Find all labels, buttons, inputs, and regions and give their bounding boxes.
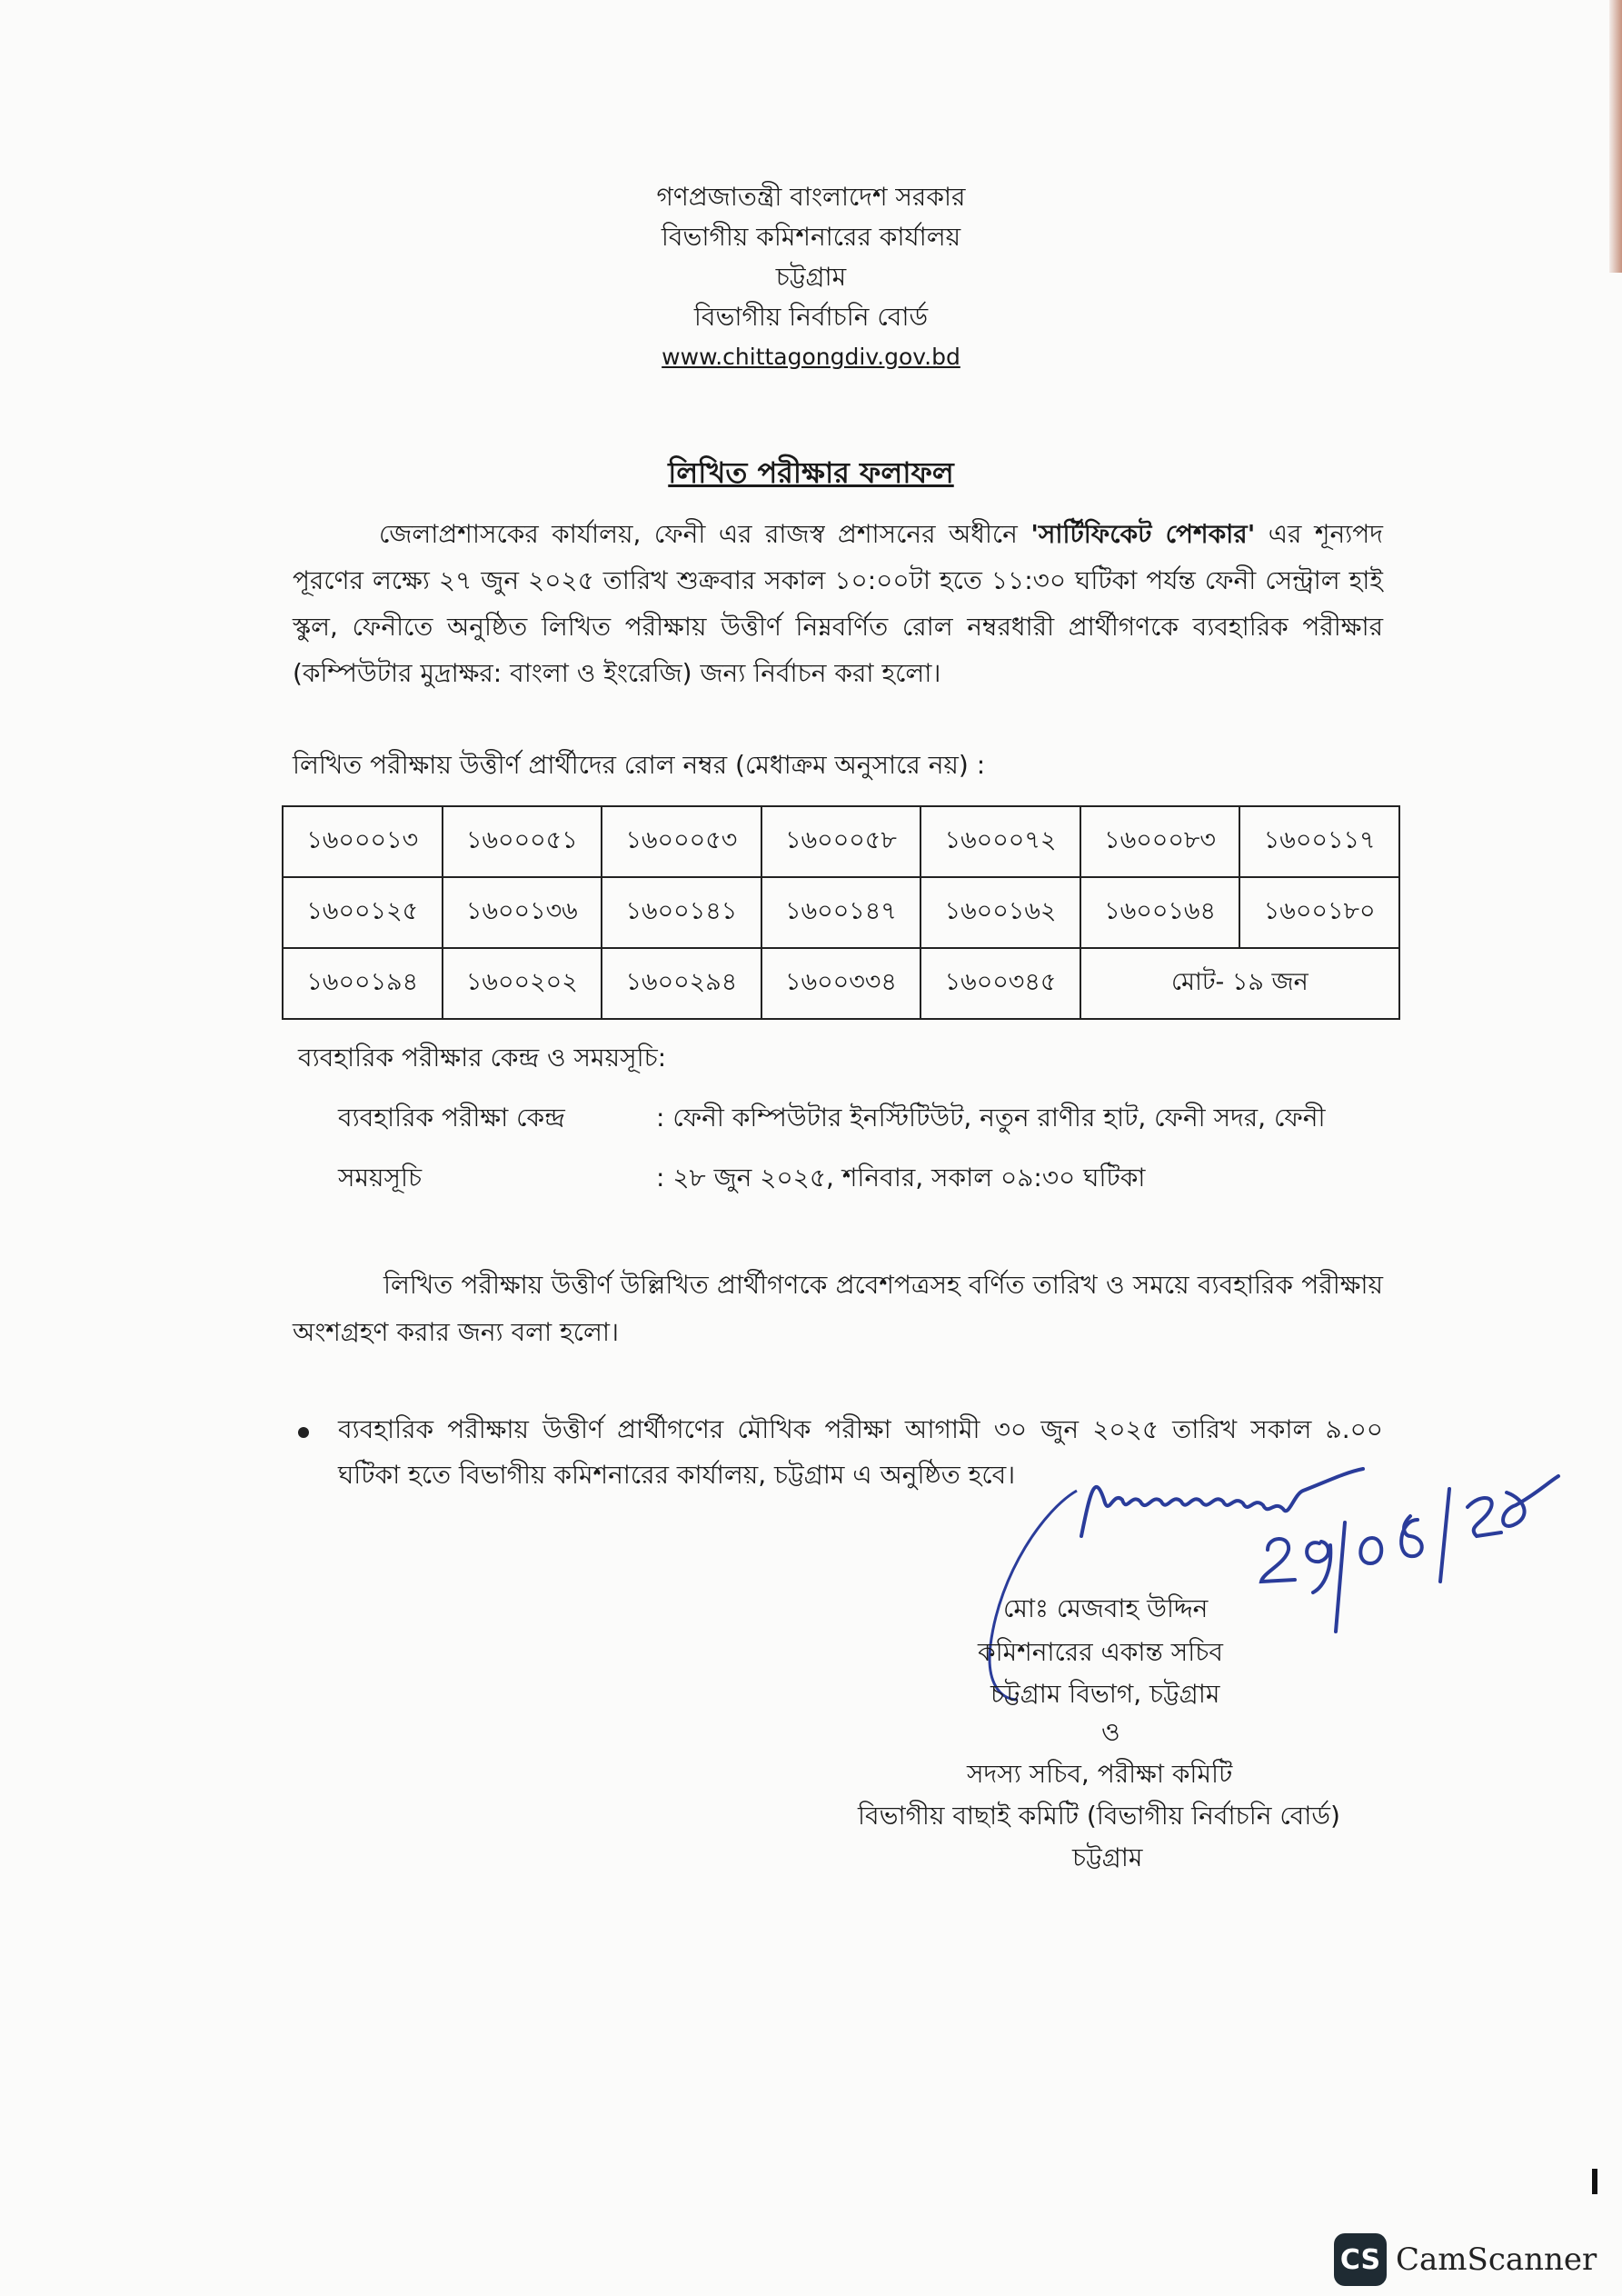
- roll-cell: ১৬০০৩৩৪: [761, 948, 921, 1019]
- schedule-center-row: [338, 1098, 1326, 1141]
- camscanner-logo-icon: CS: [1334, 2233, 1387, 2286]
- bullet-icon: [298, 1427, 309, 1438]
- signatory-designation: কমিশনারের একান্ত সচিব: [978, 1637, 1223, 1667]
- roll-cell: ১৬০০০৮৩: [1080, 806, 1240, 877]
- roll-cell: ১৬০০১৬২: [920, 877, 1080, 948]
- roll-cell: ১৬০০০৫১: [443, 806, 602, 877]
- roll-cell: ১৬০০১৪৭: [761, 877, 921, 948]
- roll-cell: ১৬০০২০২: [443, 948, 602, 1019]
- table-row: [283, 806, 1399, 877]
- center-value: : ফেনী কম্পিউটার ইনস্টিটিউট, নতুন রাণীর হাট, ফেনী সদর, ফেনী: [656, 1103, 1326, 1133]
- instruction-paragraph: লিখিত পরীক্ষায় উত্তীর্ণ উল্লিখিত প্রার্থীগণকে প্রবেশপত্রসহ বর্ণিত তারিখ ও সময়ে ব্যবহারিক পরীক্ষায় অংশগ্রহণ করার জন্য বলা হলো।: [293, 1270, 1383, 1347]
- roll-caption: লিখিত পরীক্ষায় উত্তীর্ণ প্রার্থীদের রোল নম্বর (মেধাক্রম অনুসারে নয়) :: [293, 750, 986, 780]
- roll-cell: ১৬০০০৫৮: [761, 806, 921, 877]
- roll-cell: ১৬০০০১৩: [283, 806, 443, 877]
- signatory-division: চট্টগ্রাম বিভাগ, চট্টগ্রাম: [990, 1679, 1220, 1709]
- board-name: বিভাগীয় নির্বাচনি বোর্ড: [693, 302, 929, 332]
- total-count-cell: মোট- ১৯ জন: [1080, 948, 1399, 1019]
- viva-notice: ব্যবহারিক পরীক্ষায় উত্তীর্ণ প্রার্থীগণের মৌখিক পরীক্ষা আগামী ৩০ জুন ২০২৫ তারিখ সকাল ৯.০০ ঘটিকা হতে বিভাগীয় কমিশনারের কার্যালয়, চট্টগ্রাম এ অনুষ্ঠিত হবে।: [338, 1414, 1383, 1490]
- roll-cell: ১৬০০১২৫: [283, 877, 443, 948]
- govt-name: গণপ্রজাতন্ত্রী বাংলাদেশ সরকার: [656, 182, 966, 212]
- signatory-committee: বিভাগীয় বাছাই কমিটি (বিভাগীয় নির্বাচনি বোর্ড): [858, 1801, 1340, 1831]
- time-label: সময়সূচি: [338, 1163, 423, 1193]
- roll-number-table: [282, 805, 1400, 1020]
- roll-cell: ১৬০০১৩৬: [443, 877, 602, 948]
- schedule-time-row: [338, 1158, 1146, 1201]
- intro-paragraph: [293, 511, 1383, 696]
- roll-cell: ১৬০০১৪১: [602, 877, 761, 948]
- roll-cell: ১৬০০২৯৪: [602, 948, 761, 1019]
- schedule-caption: ব্যবহারিক পরীক্ষার কেন্দ্র ও সময়সূচি:: [298, 1043, 667, 1073]
- table-row: [283, 877, 1399, 948]
- website-link[interactable]: www.chittagongdiv.gov.bd: [662, 344, 960, 370]
- intro-text-2: এর শূন্যপদ পূরণের লক্ষ্যে ২৭ জুন ২০২৫ তারিখ শুক্রবার সকাল ১০:০০টা হতে ১১:৩০ ঘটিকা পর্যন্ত ফেনী সেন্ট্রাল হাই স্কুল, ফেনীতে অনুষ্ঠিত লিখিত পরীক্ষায় উত্তীর্ণ নিম্নবর্ণিত রোল নম্বরধারী প্রার্থীগণকে ব্যবহারিক পরীক্ষার (কম্পিউটার মুদ্রাক্ষর: বাংলা ও ইংরেজি) জন্য নির্বাচন করা হলো।: [293, 519, 1384, 688]
- center-label: ব্যবহারিক পরীক্ষা কেন্দ্র: [338, 1103, 565, 1133]
- city-name: চট্টগ্রাম: [775, 262, 847, 292]
- roll-cell: ১৬০০০৭২: [920, 806, 1080, 877]
- camscanner-watermark: [1334, 2231, 1597, 2289]
- time-value: : ২৮ জুন ২০২৫, শনিবার, সকাল ০৯:৩০ ঘটিকা: [656, 1163, 1146, 1193]
- intro-text-1: জেলাপ্রশাসকের কার্যালয়, ফেনী এর রাজস্ব প্রশাসনের অধীনে: [379, 519, 1031, 549]
- roll-cell: ১৬০০১৬৪: [1080, 877, 1240, 948]
- roll-cell: ১৬০০১১৭: [1239, 806, 1399, 877]
- signatory-name: মোঃ মেজবাহ উদ্দিন: [1003, 1593, 1209, 1623]
- scan-mark: [1592, 2169, 1597, 2194]
- roll-cell: ১৬০০৩৪৫: [920, 948, 1080, 1019]
- document-title: লিখিত পরীক্ষার ফলাফল: [668, 455, 954, 490]
- letterhead: [0, 177, 1622, 377]
- signatory-and: ও: [1101, 1717, 1120, 1747]
- roll-cell: ১৬০০১৯৪: [283, 948, 443, 1019]
- post-name: 'সার্টিফিকেট পেশকার': [1030, 519, 1256, 549]
- camscanner-name: CamScanner: [1396, 2241, 1597, 2278]
- signatory-committee-role: সদস্য সচিব, পরীক্ষা কমিটি: [967, 1759, 1233, 1789]
- table-row: [283, 948, 1399, 1019]
- signatory-city: চট্টগ্রাম: [1072, 1842, 1143, 1872]
- roll-cell: ১৬০০০৫৩: [602, 806, 761, 877]
- office-name: বিভাগীয় কমিশনারের কার্যালয়: [661, 222, 961, 252]
- roll-cell: ১৬০০১৮০: [1239, 877, 1399, 948]
